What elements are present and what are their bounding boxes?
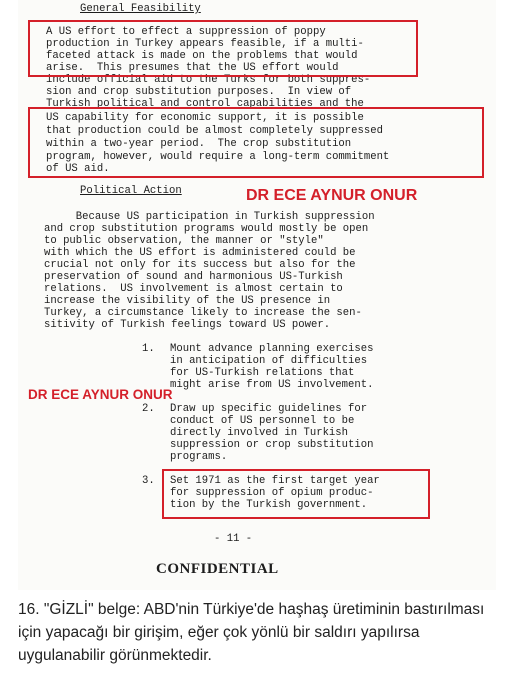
classification-label: CONFIDENTIAL bbox=[156, 561, 279, 577]
watermark-author: DR ECE AYNUR ONUR bbox=[246, 187, 418, 204]
paragraph-line: sitivity of Turkish feelings toward US power. bbox=[44, 319, 331, 331]
paragraph-line: US capability for economic support, it is possible bbox=[46, 112, 364, 124]
paragraph-line: faceted attack is made on the problems that would bbox=[46, 50, 358, 62]
highlight-box-suppression bbox=[28, 107, 484, 178]
paragraph-line: arise. This presumes that the US effort would bbox=[46, 62, 339, 74]
paragraph-line: crucial not only for its success but also for the bbox=[44, 259, 356, 271]
paragraph-line: Because US participation in Turkish suppression bbox=[44, 211, 375, 223]
section-heading-political-action: Political Action bbox=[80, 185, 182, 197]
paragraph-line: Turkish political and control capabilities and the bbox=[46, 98, 364, 110]
list-item-line: for US-Turkish relations that bbox=[170, 367, 355, 379]
highlight-box-feasibility bbox=[28, 20, 418, 77]
list-item-line: directly involved in Turkish bbox=[170, 427, 349, 439]
list-item-number: 3. bbox=[142, 475, 155, 487]
paragraph-line: that production could be almost completely suppressed bbox=[46, 125, 383, 137]
paragraph-line: within a two-year period. The crop substitution bbox=[46, 138, 352, 150]
paragraph-line: include official aid to the Turks for both suppres- bbox=[46, 74, 371, 86]
paragraph-line: preservation of sound and harmonious US-Turkish bbox=[44, 271, 343, 283]
document-image bbox=[18, 0, 496, 590]
section-heading-general-feasibility: General Feasibility bbox=[80, 3, 201, 15]
list-item-number: 1. bbox=[142, 343, 155, 355]
paragraph-line: relations. US involvement is almost certain to bbox=[44, 283, 343, 295]
list-item-line: might arise from US involvement. bbox=[170, 379, 374, 391]
post-caption: 16. "GİZLİ" belge: ABD'nin Türkiye'de haşhaş üretiminin bastırılması için yapacağı bir girişim, eğer çok yönlü bir saldırı yapılırsa uygulanabilir görünmektedir. bbox=[18, 601, 485, 664]
list-item-line: conduct of US personnel to be bbox=[170, 415, 355, 427]
paragraph-line: of US aid. bbox=[46, 163, 110, 175]
list-item-line: tion by the Turkish government. bbox=[170, 499, 368, 511]
list-item-number: 2. bbox=[142, 403, 155, 415]
list-item-line: for suppression of opium produc- bbox=[170, 487, 374, 499]
paragraph-line: program, however, would require a long-term commitment bbox=[46, 151, 390, 163]
paragraph-line: increase the visibility of the US presence in bbox=[44, 295, 331, 307]
list-item-line: in anticipation of difficulties bbox=[170, 355, 368, 367]
list-item-line: Draw up specific guidelines for bbox=[170, 403, 368, 415]
paragraph-line: A US effort to effect a suppression of poppy bbox=[46, 26, 326, 38]
paragraph-line: and crop substitution programs would mostly be open bbox=[44, 223, 369, 235]
paragraph-line: with which the US effort is administered could be bbox=[44, 247, 356, 259]
paragraph-line: production in Turkey appears feasible, if a multi- bbox=[46, 38, 364, 50]
page-number: - 11 - bbox=[214, 533, 253, 545]
paragraph-line: Turkey, a circumstance likely to increase the sen- bbox=[44, 307, 362, 319]
list-item-line: suppression or crop substitution bbox=[170, 439, 374, 451]
list-item-line: Set 1971 as the first target year bbox=[170, 475, 380, 487]
list-item-line: Mount advance planning exercises bbox=[170, 343, 374, 355]
paragraph-line: to public observation, the manner or "style" bbox=[44, 235, 324, 247]
highlight-box-target-year bbox=[162, 469, 430, 519]
paragraph-line: sion and crop substitution purposes. In view of bbox=[46, 86, 352, 98]
watermark-author: DR ECE AYNUR ONUR bbox=[28, 387, 173, 402]
list-item-line: programs. bbox=[170, 451, 228, 463]
